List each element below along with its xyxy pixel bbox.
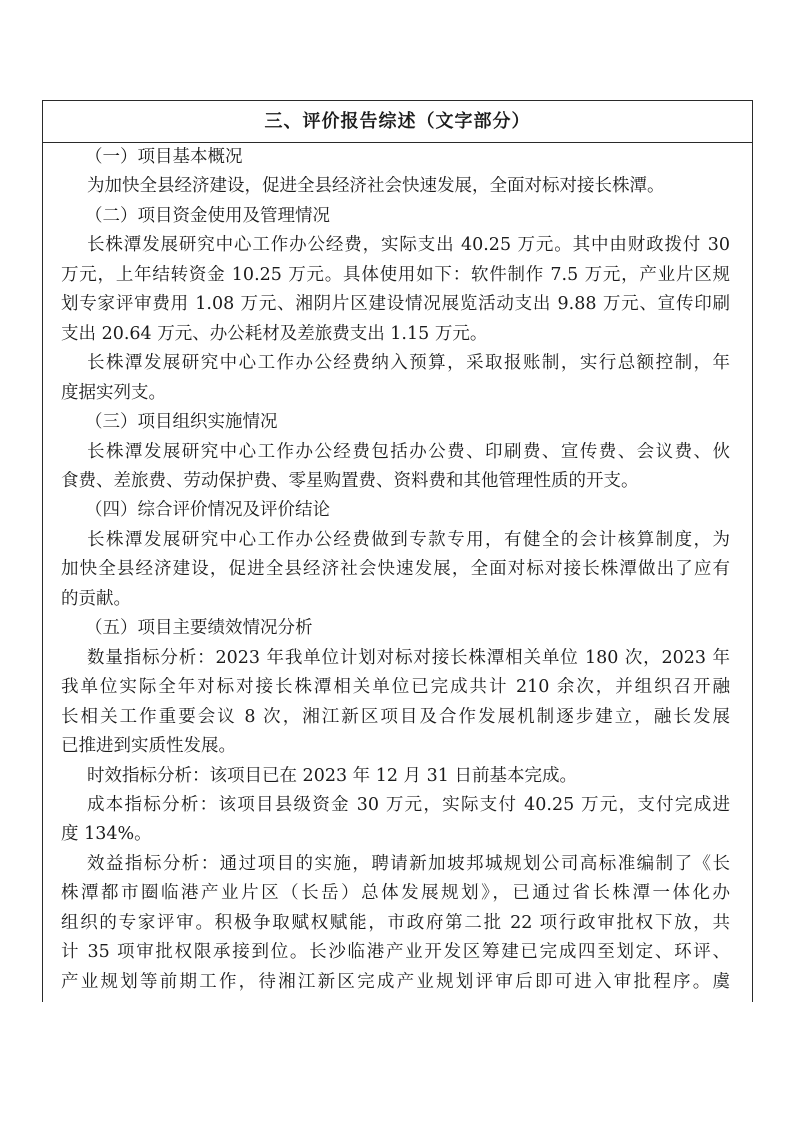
text-line: 长相关工作重要会议 8 次，湘江新区项目及合作发展机制逐步建立，融长发展 [61,706,730,727]
text-line: 万元，上年结转资金 10.25 万元。具体使用如下：软件制作 7.5 万元，产业片区规 [61,264,730,285]
text-line: 成本指标分析：该项目县级资金 30 万元，实际支付 40.25 万元，支付完成进 [87,794,730,815]
report-frame [42,100,753,1002]
text-line: 已推进到实质性发展。 [61,736,236,757]
text-line: 划专家评审费用 1.08 万元、湘阴片区建设情况展览活动支出 9.88 万元、宣传印刷 [61,294,730,315]
text-line: 产业规划等前期工作，待湘江新区完成产业规划评审后即可进入审批程序。虞 [61,971,730,992]
report-title: 三、评价报告综述（文字部分） [43,101,752,143]
text-line: 加快全县经济建设，促进全县经济社会快速发展，全面对标对接长株潭做出了应有 [61,559,730,580]
text-line: 株潭都市圈临港产业片区（长岳）总体发展规划》，已通过省长株潭一体化办 [61,883,730,904]
text-line: 的贡献。 [61,588,131,609]
text-line: 组织的专家评审。积极争取赋权赋能，市政府第二批 22 项行政审批权下放，共 [61,912,730,933]
report-body [43,143,752,997]
section-heading: （三）项目组织实施情况 [85,412,278,433]
text-line: 为加快全县经济建设，促进全县经济社会快速发展，全面对标对接长株潭。 [87,176,665,197]
text-line: 数量指标分析：2023 年我单位计划对标对接长株潭相关单位 180 次，2023 年 [87,647,730,668]
text-line: 时效指标分析：该项目已在 2023 年 12 月 31 日前基本完成。 [87,765,577,786]
section-heading: （二）项目资金使用及管理情况 [85,205,330,226]
text-line: 效益指标分析：通过项目的实施，聘请新加坡邦城规划公司高标准编制了《长 [87,853,730,874]
text-line: 度据实列支。 [61,382,166,403]
section-heading: （一）项目基本概况 [85,147,243,167]
text-line: 度 134%。 [61,824,152,845]
text-line: 长株潭发展研究中心工作办公经费，实际支出 40.25 万元。其中由财政拨付 30 [87,235,730,256]
text-line: 长株潭发展研究中心工作办公经费做到专款专用，有健全的会计核算制度，为 [87,529,730,550]
section-heading: （四）综合评价情况及评价结论 [85,500,330,521]
text-line: 长株潭发展研究中心工作办公经费包括办公费、印刷费、宣传费、会议费、伙 [87,441,730,462]
text-line: 我单位实际全年对标对接长株潭相关单位已完成共计 210 余次，并组织召开融 [61,677,730,698]
text-line: 食费、差旅费、劳动保护费、零星购置费、资料费和其他管理性质的开支。 [61,470,639,491]
text-line: 长株潭发展研究中心工作办公经费纳入预算，采取报账制，实行总额控制，年 [87,353,730,374]
section-heading: （五）项目主要绩效情况分析 [85,618,313,639]
text-line: 支出 20.64 万元、办公耗材及差旅费支出 1.15 万元。 [61,323,488,344]
text-line: 计 35 项审批权限承接到位。长沙临港产业开发区筹建已完成四至划定、环评、 [61,942,730,963]
